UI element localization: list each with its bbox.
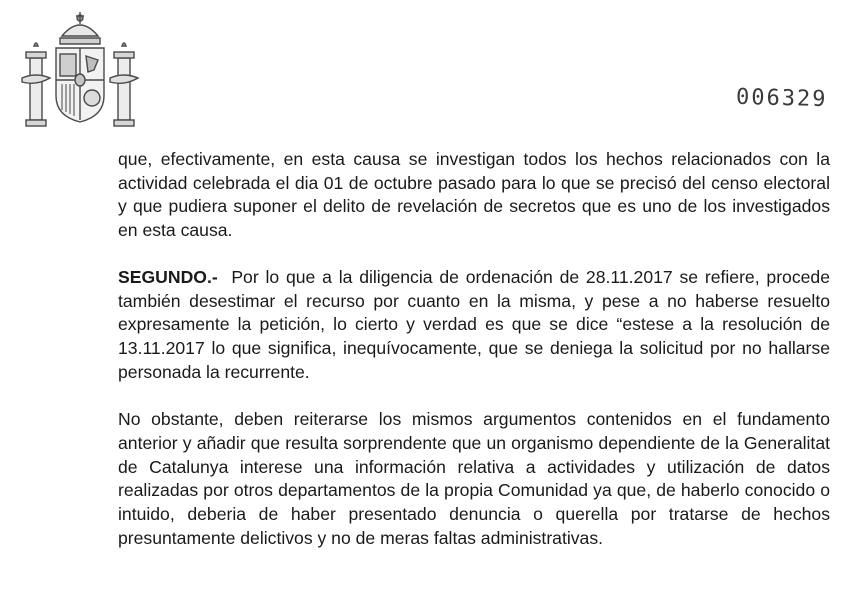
paragraph-2 — [118, 266, 830, 385]
document-number: 006329 — [735, 84, 828, 113]
paragraph-3: No obstante, deben reiterarse los mismos argumentos contenidos en el fundamento anterior y añadir que resulta sorprendente que un organismo dependiente de la Generalitat de Catalunya interese una información relativa a actividades y utilización de datos realizadas por otros departamentos de la propia Comunidad ya que, de haberlo conocido o intuido, deberia de haber presentado denuncia o querella por tratarse de hechos presuntamente delictivos y no de meras faltas administrativas. — [118, 409, 830, 548]
paragraph-1: que, efectivamente, en esta causa se investigan todos los hechos relacionados con la actividad celebrada el dia 01 de octubre pasado para lo que se precisó del censo electoral y que pudiera suponer el delito de revelación de secretos que es uno de los investigados en esta causa. — [118, 149, 830, 241]
document-body — [118, 148, 830, 551]
spain-coat-of-arms-icon — [20, 8, 140, 136]
paragraph-2-body: Por lo que a la diligencia de ordenación de 28.11.2017 se refiere, procede también desestimar el recurso por cuanto en la misma, y pese a no haberse resuelto expresamente la petición, lo cierto y verdad es que se dice “estese a la resolución de 13.11.2017 lo que significa, inequívocamente, que se deniega la solicitud por no hallarse personada la recurrente. — [118, 266, 830, 382]
section-heading-segundo: SEGUNDO.- — [118, 266, 218, 287]
